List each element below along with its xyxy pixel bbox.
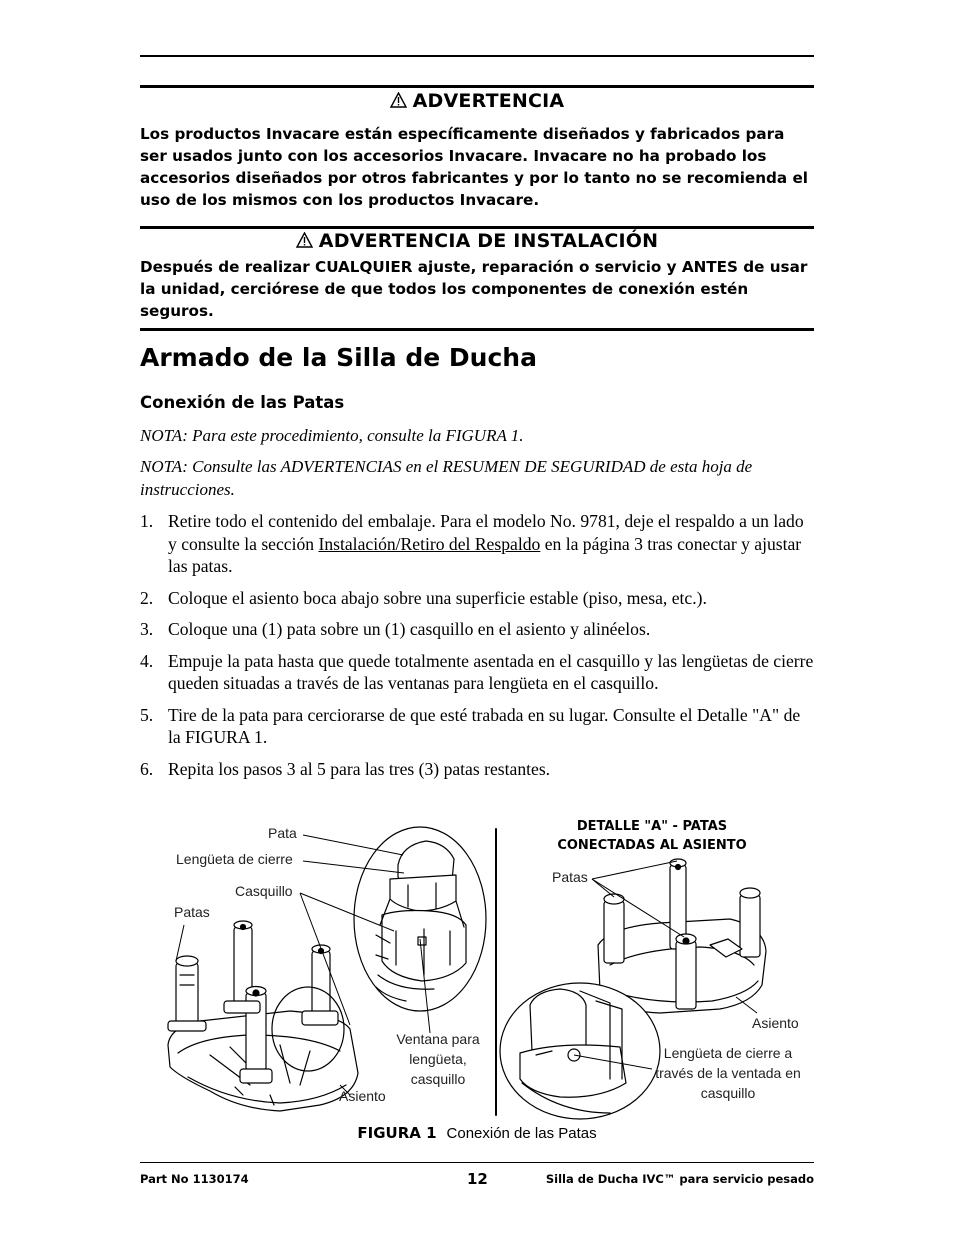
top-rule (140, 55, 814, 57)
section-rule (140, 328, 814, 331)
footer-rule (140, 1162, 814, 1163)
note-2: NOTA: Consulte las ADVERTENCIAS en el RESUMEN DE SEGURIDAD de esta hoja de instrucciones. (140, 457, 753, 499)
label-pata: Pata (268, 825, 297, 841)
list-item (140, 704, 816, 749)
figure-caption-text: Conexión de las Patas (446, 1125, 597, 1142)
warning-triangle-icon (390, 92, 407, 108)
warning2-body (140, 256, 816, 322)
footer-product: Silla de Ducha IVC™ para servicio pesado (545, 1172, 814, 1186)
note-1: NOTA: Para este procedimiento, consulte la FIGURA 1. (140, 426, 524, 445)
section-title: Armado de la Silla de Ducha (140, 343, 537, 372)
warning-triangle-icon (296, 232, 313, 248)
step-text: Tire de la pata para cerciorarse de que esté trabada en su lugar. Consulte el Detalle "A" de la FIGURA 1. (168, 704, 801, 747)
figure-caption-label: FIGURA 1 (357, 1124, 437, 1142)
subsection-title: Conexión de las Patas (140, 393, 345, 412)
warning1-title-text: ADVERTENCIA (412, 90, 565, 112)
step-number: 2. (140, 587, 154, 608)
list-item (140, 618, 816, 641)
step-number: 3. (140, 619, 154, 639)
zoom-detail (354, 827, 486, 1011)
detail-zoom (500, 983, 660, 1119)
step-text: en la página 3 tras conectar y ajustar las patas. (168, 533, 802, 576)
list-item (140, 758, 816, 781)
step-number: 4. (140, 650, 154, 671)
step-text: Coloque el asiento boca abajo sobre una superficie estable (piso, mesa, etc.). (168, 587, 707, 608)
section-link[interactable]: Instalación/Retiro del Respaldo (318, 533, 541, 554)
label-lengueta: Lengüeta de cierre (176, 851, 293, 867)
step-number: 5. (140, 704, 154, 725)
step-text: Coloque una (1) pata sobre un (1) casquillo en el asiento y alinéelos. (168, 619, 651, 639)
list-item (140, 650, 816, 695)
warning2-title (140, 230, 814, 252)
step-text: Repita los pasos 3 al 5 para las tres (3) patas restantes. (168, 758, 551, 779)
figure-1 (140, 815, 816, 1155)
warning1-rule (140, 85, 814, 88)
label-ventana: Ventana para lengüeta, casquillo (396, 1031, 480, 1087)
step-text: Empuje la pata hasta que quede totalmente asentada en el casquillo y las lengüetas de cierre queden situadas a través de las ventanas para lengüeta en el casquillo. (168, 650, 814, 693)
warning2-body-b: CUALQUIER (315, 258, 413, 276)
label-detail-patas: Patas (552, 869, 588, 885)
list-item (140, 510, 816, 578)
label-detail-asiento: Asiento (752, 1015, 799, 1031)
warning1-title (140, 90, 814, 112)
warning1-body: Los productos Invacare están específicamente diseñados y fabricados para ser usados junto con los accesorios Invacare. Invacare no ha probado los accesorios diseñados por otros fabricantes y por lo tanto no se recomienda el uso de los mismos con los productos Invacare. (140, 125, 808, 209)
warning2-body-e: de usar la unidad, cerciórese de que todos los componentes de conexión estén seguros. (140, 258, 808, 320)
label-asiento: Asiento (339, 1088, 386, 1104)
warning2-rule (140, 226, 814, 229)
label-detail-lengueta: Lengüeta de cierre a través de la ventada en casquillo (655, 1045, 801, 1101)
detail-a-title: DETALLE "A" - PATAS CONECTADAS AL ASIENTO (557, 819, 747, 853)
warning2-body-a: Después de realizar (140, 258, 316, 276)
step-number: 1. (140, 511, 154, 531)
footer-part-no: Part No 1130174 (140, 1172, 249, 1186)
step-number: 6. (140, 758, 154, 779)
warning2-body-d: ANTES (681, 258, 738, 276)
page-number: 12 (467, 1170, 488, 1188)
list-item (140, 587, 816, 610)
label-casquillo: Casquillo (235, 883, 293, 899)
step-text: Retire todo el contenido del embalaje. Para el modelo No. 9781, deje el respaldo a un lado y consulte la sección (168, 511, 804, 554)
steps-list (140, 510, 816, 789)
warning2-title-text: ADVERTENCIA DE INSTALACIÓN (318, 230, 659, 252)
label-patas: Patas (174, 904, 210, 920)
warning2-body-c: ajuste, reparación o servicio y (412, 258, 682, 276)
figure-caption (140, 1124, 814, 1143)
